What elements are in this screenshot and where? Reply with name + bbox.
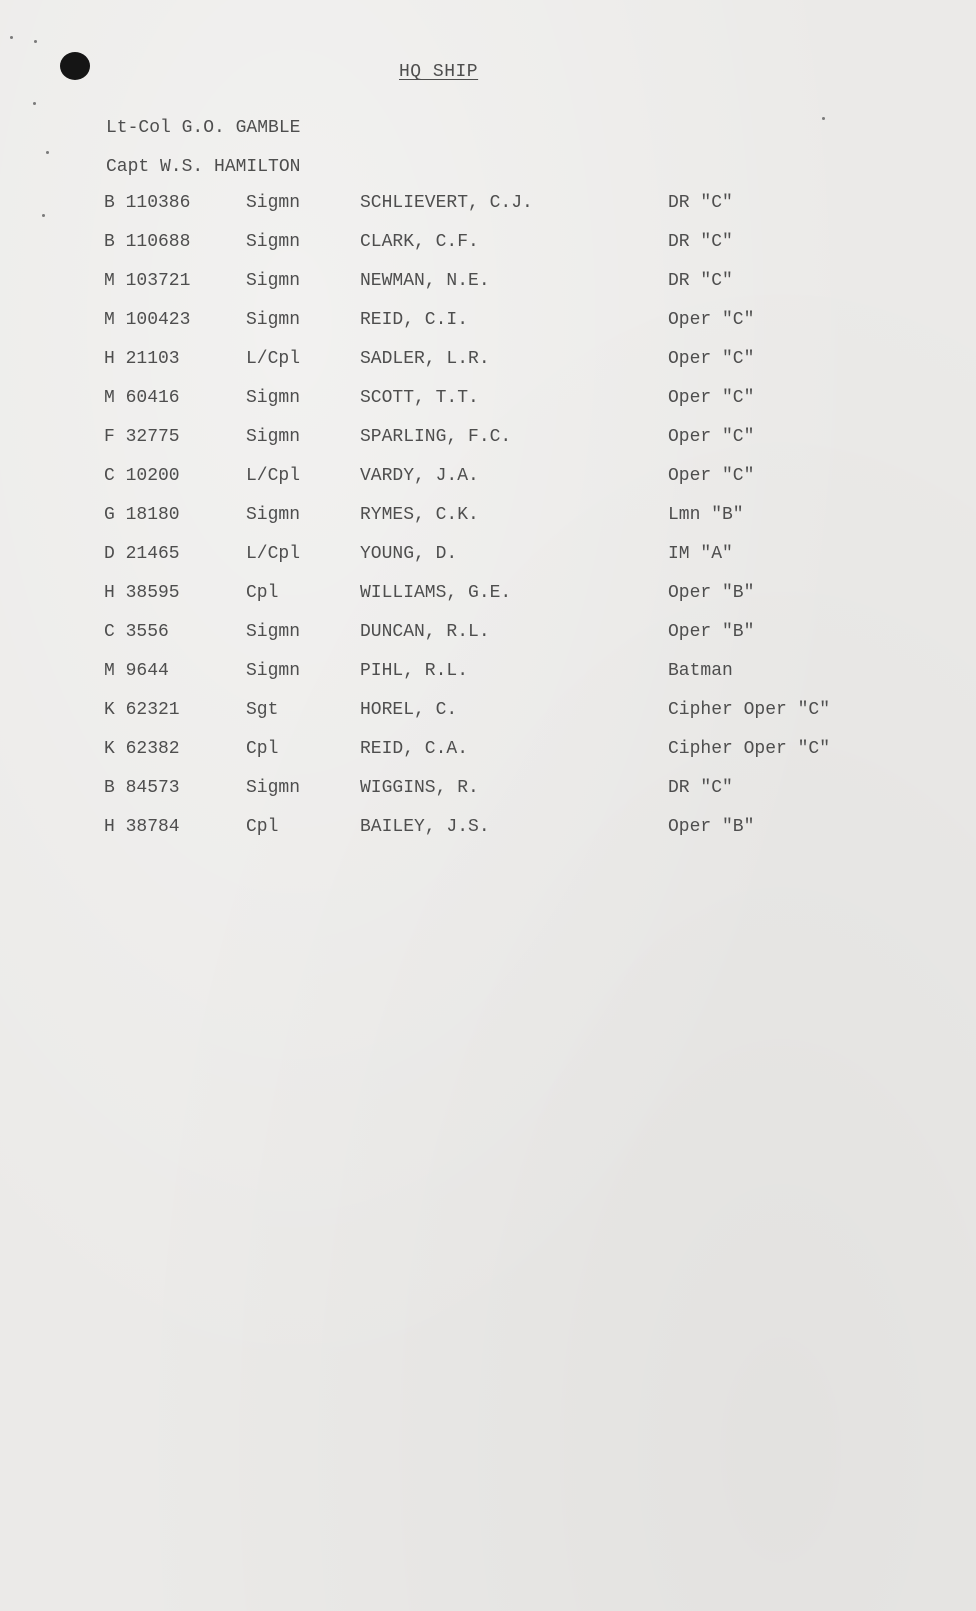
service-number: D 21465	[104, 544, 180, 564]
duty: DR "C"	[668, 232, 733, 252]
duty: Oper "B"	[668, 583, 755, 603]
paper-speck	[33, 102, 36, 105]
soldier-name: REID, C.I.	[360, 310, 469, 330]
rank: Sigmn	[246, 193, 301, 213]
paper-speck	[42, 214, 45, 217]
roster-row	[104, 271, 864, 310]
paper-speck	[34, 40, 37, 43]
duty: DR "C"	[668, 193, 733, 213]
duty: Cipher Oper "C"	[668, 739, 831, 759]
duty: DR "C"	[668, 271, 733, 291]
soldier-name: BAILEY, J.S.	[360, 817, 490, 837]
rank: Sigmn	[246, 310, 301, 330]
service-number: M 100423	[104, 310, 191, 330]
soldier-name: VARDY, J.A.	[360, 466, 479, 486]
soldier-name: REID, C.A.	[360, 739, 469, 759]
roster-row	[104, 310, 864, 349]
rank: L/Cpl	[246, 349, 301, 369]
service-number: B 110688	[104, 232, 191, 252]
duty: Lmn "B"	[668, 505, 744, 525]
roster-row	[104, 583, 864, 622]
rank: Sgt	[246, 700, 279, 720]
duty: Oper "C"	[668, 466, 755, 486]
soldier-name: SCHLIEVERT, C.J.	[360, 193, 533, 213]
roster-row	[104, 700, 864, 739]
rank: Sigmn	[246, 505, 301, 525]
service-number: G 18180	[104, 505, 180, 525]
roster-row	[104, 193, 864, 232]
duty: Oper "B"	[668, 817, 755, 837]
officer-line: Lt-Col G.O. GAMBLE	[106, 118, 301, 138]
duty: Oper "C"	[668, 310, 755, 330]
roster-row	[104, 427, 864, 466]
roster-row	[104, 817, 864, 856]
soldier-name: SPARLING, F.C.	[360, 427, 512, 447]
officer-line: Capt W.S. HAMILTON	[106, 157, 301, 177]
soldier-name: YOUNG, D.	[360, 544, 458, 564]
duty: Oper "C"	[668, 349, 755, 369]
duty: DR "C"	[668, 778, 733, 798]
rank: L/Cpl	[246, 466, 301, 486]
soldier-name: RYMES, C.K.	[360, 505, 479, 525]
roster-row	[104, 544, 864, 583]
duty: Oper "B"	[668, 622, 755, 642]
service-number: H 21103	[104, 349, 180, 369]
soldier-name: DUNCAN, R.L.	[360, 622, 490, 642]
punch-hole	[60, 52, 90, 80]
rank: L/Cpl	[246, 544, 301, 564]
roster-row	[104, 622, 864, 661]
service-number: B 84573	[104, 778, 180, 798]
rank: Cpl	[246, 739, 279, 759]
roster-row	[104, 661, 864, 700]
roster-list	[104, 193, 864, 856]
roster-row	[104, 349, 864, 388]
roster-row	[104, 466, 864, 505]
rank: Sigmn	[246, 427, 301, 447]
service-number: M 9644	[104, 661, 169, 681]
soldier-name: CLARK, C.F.	[360, 232, 479, 252]
rank: Sigmn	[246, 661, 301, 681]
service-number: K 62382	[104, 739, 180, 759]
soldier-name: SADLER, L.R.	[360, 349, 490, 369]
service-number: M 103721	[104, 271, 191, 291]
rank: Cpl	[246, 583, 279, 603]
soldier-name: WIGGINS, R.	[360, 778, 479, 798]
rank: Sigmn	[246, 232, 301, 252]
service-number: F 32775	[104, 427, 180, 447]
paper-speck	[46, 151, 49, 154]
service-number: H 38595	[104, 583, 180, 603]
duty: Cipher Oper "C"	[668, 700, 831, 720]
service-number: H 38784	[104, 817, 180, 837]
rank: Sigmn	[246, 778, 301, 798]
roster-row	[104, 505, 864, 544]
duty: IM "A"	[668, 544, 733, 564]
rank: Sigmn	[246, 622, 301, 642]
roster-row	[104, 388, 864, 427]
duty: Batman	[668, 661, 733, 681]
service-number: C 3556	[104, 622, 169, 642]
service-number: C 10200	[104, 466, 180, 486]
paper-speck	[822, 117, 825, 120]
service-number: K 62321	[104, 700, 180, 720]
soldier-name: WILLIAMS, G.E.	[360, 583, 512, 603]
page-title: HQ SHIP	[399, 62, 479, 82]
soldier-name: SCOTT, T.T.	[360, 388, 479, 408]
roster-row	[104, 778, 864, 817]
roster-row	[104, 232, 864, 271]
paper-speck	[10, 36, 13, 39]
soldier-name: HOREL, C.	[360, 700, 458, 720]
rank: Cpl	[246, 817, 279, 837]
soldier-name: PIHL, R.L.	[360, 661, 469, 681]
service-number: B 110386	[104, 193, 191, 213]
rank: Sigmn	[246, 271, 301, 291]
rank: Sigmn	[246, 388, 301, 408]
duty: Oper "C"	[668, 388, 755, 408]
soldier-name: NEWMAN, N.E.	[360, 271, 490, 291]
duty: Oper "C"	[668, 427, 755, 447]
roster-row	[104, 739, 864, 778]
service-number: M 60416	[104, 388, 180, 408]
